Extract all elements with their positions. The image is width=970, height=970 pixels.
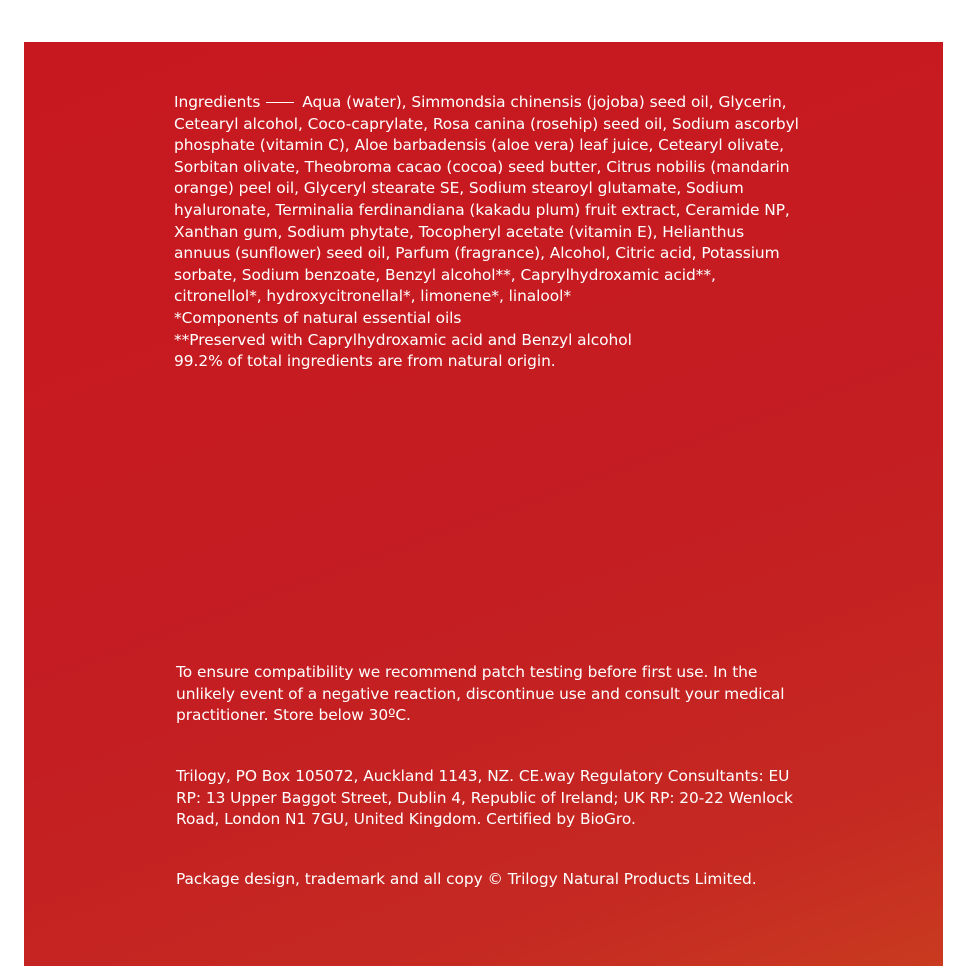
- copyright-notice: Package design, trademark and all copy © Trilogy Natural Products Limited.: [176, 870, 757, 888]
- essential-oils-note: *Components of natural essential oils: [174, 308, 462, 327]
- ingredients-line: sorbate, Sodium benzoate, Benzyl alcohol**, Caprylhydroxamic acid**,: [174, 265, 716, 284]
- warning-line: unlikely event of a negative reaction, discontinue use and consult your medical: [176, 684, 785, 703]
- ingredients-line: orange) peel oil, Glyceryl stearate SE, Sodium stearoyl glutamate, Sodium: [174, 179, 744, 198]
- preservative-note: **Preserved with Caprylhydroxamic acid and Benzyl alcohol: [174, 330, 632, 349]
- ingredients-line: Sorbitan olivate, Theobroma cacao (cocoa) seed butter, Citrus nobilis (mandarin: [174, 157, 790, 176]
- address-line: RP: 13 Upper Baggot Street, Dublin 4, Republic of Ireland; UK RP: 20-22 Wenlock: [176, 788, 793, 807]
- ingredients-line: citronellol*, hydroxycitronellal*, limonene*, linalool*: [174, 287, 572, 306]
- natural-origin-note: 99.2% of total ingredients are from natural origin.: [174, 352, 556, 371]
- ingredients-line: annuus (sunflower) seed oil, Parfum (fragrance), Alcohol, Citric acid, Potassium: [174, 244, 780, 263]
- ingredients-line: hyaluronate, Terminalia ferdinandiana (kakadu plum) fruit extract, Ceramide NP,: [174, 200, 790, 219]
- label-dash-divider: [266, 102, 294, 103]
- ingredients-label: Ingredients: [174, 93, 261, 111]
- warning-line: To ensure compatibility we recommend patch testing before first use. In the: [176, 663, 758, 681]
- address-line: Trilogy, PO Box 105072, Auckland 1143, NZ. CE.way Regulatory Consultants: EU: [176, 767, 790, 785]
- ingredients-block: [174, 92, 799, 373]
- package-panel: [24, 42, 943, 966]
- ingredients-line: Cetearyl alcohol, Coco-caprylate, Rosa canina (rosehip) seed oil, Sodium ascorbyl: [174, 114, 799, 133]
- ingredients-line: phosphate (vitamin C), Aloe barbadensis (aloe vera) leaf juice, Cetearyl olivate,: [174, 136, 784, 155]
- warning-line: practitioner. Store below 30ºC.: [176, 706, 411, 725]
- ingredients-line: Aqua (water), Simmondsia chinensis (jojoba) seed oil, Glycerin,: [302, 93, 787, 111]
- ingredients-line: Xanthan gum, Sodium phytate, Tocopheryl acetate (vitamin E), Helianthus: [174, 222, 745, 241]
- address-line: Road, London N1 7GU, United Kingdom. Certified by BioGro.: [176, 810, 636, 829]
- company-address: [176, 766, 793, 831]
- ingredients-first-line: [174, 92, 799, 114]
- patch-test-warning: [176, 662, 784, 727]
